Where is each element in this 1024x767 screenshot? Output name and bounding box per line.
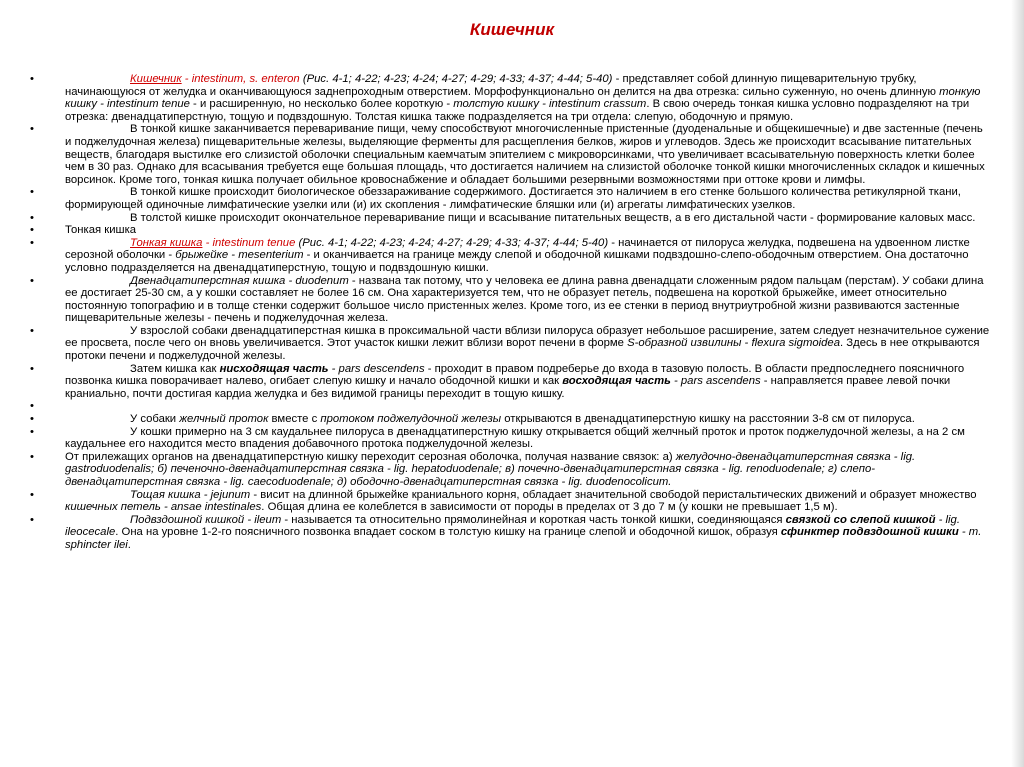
paragraph-intestine: • Кишечник - intestinum, s. enteron (Рис. 4-1; 4-22; 4-23; 4-24; 4-27; 4-29; 4-33; 4-37; 4-44; 5-40) - представляет собой длинную пищеварительную трубку, начинающуюся от желудка и оканчивающуюся заднепроходным отверстием. Морфофункционально он делится на два отрезка: сильно суженную, но очень длинную тонкую кишку - intestinum tenue - и расширенную, но несколько более короткую - толстую кишку - intestinum crassum. В свою очередь тонкая кишка условно подразделяют на три отрезка: двенадцатиперстную, тощую и подвздошную. Толстая кишка также подразделяется на три отдела: слепую, ободочную и прямую. (30, 73, 990, 123)
paragraph-small-intestine: • Тонкая кишка - intestinum tenue (Рис. 4-1; 4-22; 4-23; 4-24; 4-27; 4-29; 4-33; 4-37; 4-44; 5-40) - начинается от пилоруса желудка, подвешена на удвоенном листке серозной оболочки - брыжейке - mesenterium - и оканчивается на границе между слепой и ободочной кишками подвздошно-слепо-ободочным отверстием. Она достаточно условно подразделяется на двенадцатиперстную, тощую и подвздошную кишки. (30, 237, 990, 275)
paragraph-large-intestine: • В толстой кишке происходит окончательное переваривание пищи и всасывание питательных веществ, а в его дистальной части - формирование каловых масс. (30, 212, 990, 225)
paragraph-adult-dog: • У взрослой собаки двенадцатиперстная кишка в проксимальной части вблизи пилоруса образует небольшое расширение, затем следует незначительное сужение ее просвета, после чего он вновь увеличивается. Этот участок кишки лежит вблизи ворот печени в форме S-образной извилины - flexura sigmoidea. Здесь в нее открываются протоки печени и поджелудочной железы. (30, 325, 990, 363)
paragraph-cat-bile-duct: • У кошки примерно на 3 см каудальнее пилоруса в двенадцатиперстную кишку открывается общий желчный проток и проток поджелудочной железы, а на 2 см каудальнее его находится место впадения добавочного протока поджелудочной железы. (30, 426, 990, 451)
section-heading-small-intestine: • Тонкая кишка (30, 224, 990, 237)
paragraph-ileum: • Подвздошной кишкой - ileum - называется та относительно прямолинейная и короткая часть тонкой кишки, соединяющаяся связкой со слепой кишкой - lig. ileocecale. Она на уровне 1-2-го поясничного позвонка впадает соском в толстую кишку на границе слепой и ободочной кишок, образуя сфинктер подвздошной кишки - m. sphincter ilei. (30, 514, 990, 552)
paragraph-dog-bile-duct: • У собаки желчный проток вместе с протоком поджелудочной железы открываются в двенадцатиперстную кишку на расстоянии 3-8 см от пилоруса. (30, 413, 990, 426)
paragraph-descending-part: • Затем кишка как нисходящая часть - pars descendens - проходит в правом подреберье до входа в тазовую полость. В области предпоследнего поясничного позвонка кишка поворачивает налево, огибает слепую кишку и начало ободочной кишки и как восходящая часть - pars ascendens - направляется правее левой почки краниально, почти достигая кардиа желудка и без видимой границы переходит в тощую кишку. (30, 363, 990, 401)
paragraph-duodenum: • Двенадцатиперстная кишка - duodenum - названа так потому, что у человека ее длина равна двенадцати сложенным рядом пальцам (перстам). У собаки длина ее достигает 25-30 см, а у кошки составляет не более 16 см. Она характеризуется тем, что не образует петель, подвешена на короткой брыжейке, имеет относительно постоянную топографию и в толще стенки содержит большое число пристенных желез. Кроме того, из ее стенки в период внутриутробной жизни развиваются застенные пищеварительные железы - печень и поджелудочная железа. (30, 275, 990, 325)
paragraph-disinfection: • В тонкой кишке происходит биологическое обеззараживание содержимого. Достигается это наличием в его стенке большого количества ретикулярной ткани, формирующей одиночные лимфатические узелки или (и) их скопления - лимфатические бляшки или (и) агрегаты лимфатических узелков. (30, 186, 990, 211)
empty-bullet (30, 400, 990, 413)
document-body (30, 73, 990, 552)
paragraph-jejunum: • Тощая кишка - jejunum - висит на длинной брыжейке краниального корня, обладает значительной свободой перистальтических движений и образует множество кишечных петель - ansae intestinales. Общая длина ее колеблется в зависимости от породы в пределах от 3 до 7 м (у кошки не превышает 1,5 м). (30, 489, 990, 514)
page-edge-shadow (1011, 0, 1024, 767)
paragraph-digestion: • В тонкой кишке заканчивается переваривание пищи, чему способствуют многочисленные пристенные (дуоденальные и общекишечные) и две застенные (печень и поджелудочная железа) пищеварительные железы, выделяющие ферменты для расщепления белков, жиров и углеводов. Здесь же происходит всасывание питательных веществ, благодаря выстилке его слизистой оболочки специальным каемчатым эпителием с микроворсинками, что увеличивает всасывательную поверхность клетки более чем в 30 раз. Однако для всасывания требуется еще большая площадь, что достигается наличием на слизистой оболочке тонкой кишки многочисленных складок и кишечных ворсинок. Кроме того, тонкая кишка получает обильное кровоснабжение и обладает большими резервными возможностями при оттоке крови и лимфы. (30, 123, 990, 186)
paragraph-ligaments: • От прилежащих органов на двенадцатиперстную кишку переходит серозная оболочка, получая название связок: а) желудочно-двенадцатиперстная связка - lig. gastroduodenalis; б) печеночно-двенадцатиперстная связка - lig. hepatoduodenale; в) почечно-двенадцатиперстная связка - lig. renoduodenale; г) слепо-двенадцатиперстная связка - lig. caecoduodenale; д) ободочно-двенадцатиперстная связка - lig. duodenocolicum. (30, 451, 990, 489)
page-title: Кишечник (469, 20, 555, 39)
